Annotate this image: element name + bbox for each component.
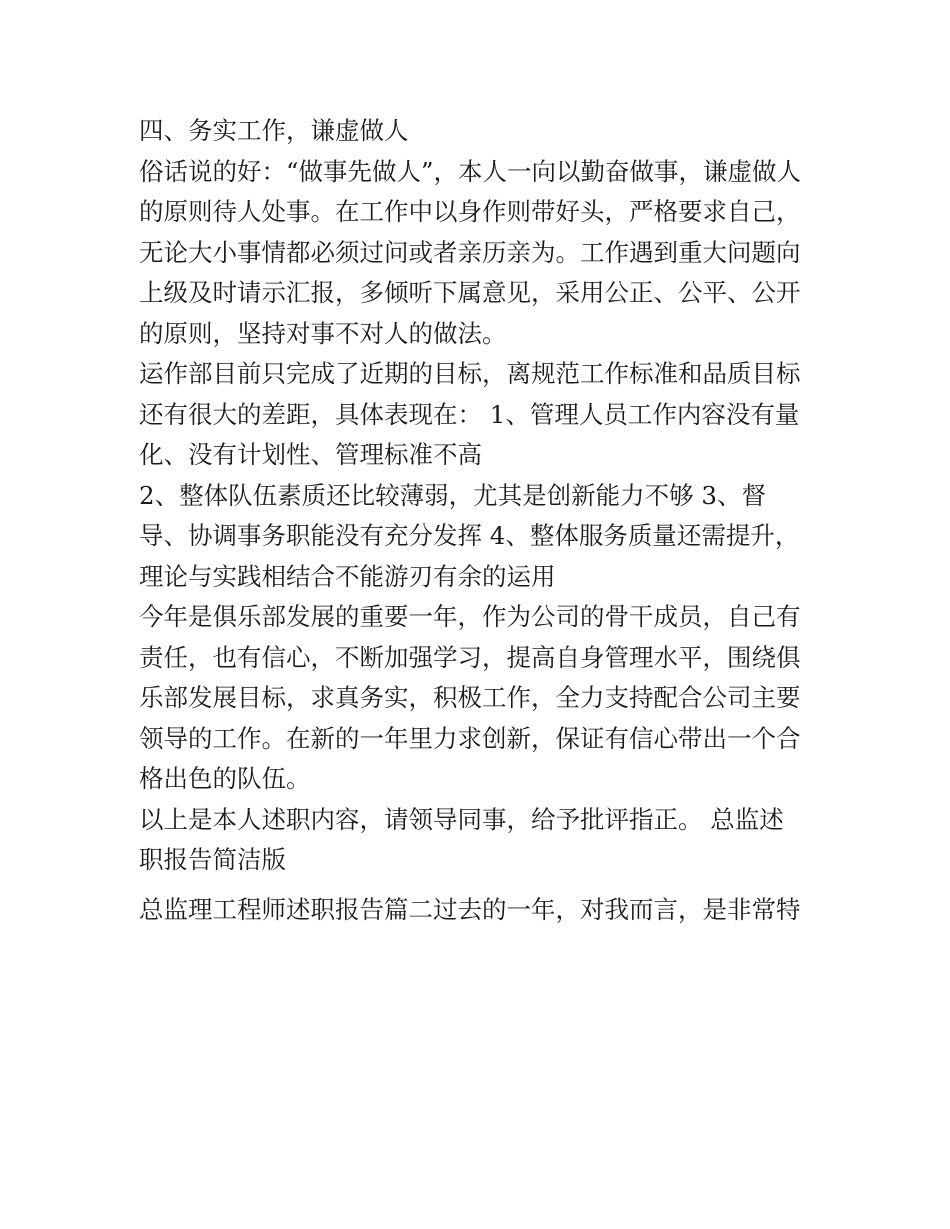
text-line: 以上是本人述职内容，请领导同事，给予批评指正。 总监述 bbox=[139, 804, 784, 834]
text-line: 化、没有计划性、管理标准不高 bbox=[139, 440, 482, 469]
text-line: 导、协调事务职能没有充分发挥 4、整体服务质量还需提升， bbox=[139, 521, 800, 550]
text-line: 责任，也有信心，不断加强学习，提高自身管理水平，围绕俱 bbox=[139, 642, 801, 672]
text-line: 职报告简洁版 bbox=[139, 845, 286, 874]
text-line: 还有很大的差距，具体表现在： 1、管理人员工作内容没有量 bbox=[139, 399, 800, 429]
text-line: 今年是俱乐部发展的重要一年，作为公司的骨干成员，自己有 bbox=[139, 602, 801, 631]
section-heading: 四、务实工作，谦虚做人 bbox=[139, 116, 409, 145]
text-line: 理论与实践相结合不能游刃有余的运用 bbox=[139, 561, 556, 591]
text-line: 2、整体队伍素质还比较薄弱，尤其是创新能力不够 3、督 bbox=[139, 480, 766, 510]
text-line: 格出色的队伍。 bbox=[139, 764, 311, 793]
text-line: 的原则，坚持对事不对人的做法。 bbox=[139, 318, 507, 348]
text-line: 乐部发展目标，求真务实，积极工作，全力支持配合公司主要 bbox=[139, 683, 801, 712]
text-line: 运作部目前只完成了近期的目标，离规范工作标准和品质目标 bbox=[139, 359, 801, 388]
text-line: 无论大小事情都必须过问或者亲历亲为。工作遇到重大问题向 bbox=[139, 237, 801, 267]
document-body bbox=[139, 111, 819, 930]
text-line: 上级及时请示汇报，多倾听下属意见，采用公正、公平、公开 bbox=[139, 278, 801, 307]
text-line: 的原则待人处事。在工作中以身作则带好头，严格要求自己， bbox=[139, 197, 801, 226]
text-line: 领导的工作。在新的一年里力求创新，保证有信心带出一个合 bbox=[139, 723, 801, 753]
text-line: 俗话说的好：“做事先做人”，本人一向以勤奋做事，谦虚做人 bbox=[139, 156, 802, 186]
text-line: 总监理工程师述职报告篇二过去的一年，对我而言，是非常特 bbox=[139, 894, 801, 924]
